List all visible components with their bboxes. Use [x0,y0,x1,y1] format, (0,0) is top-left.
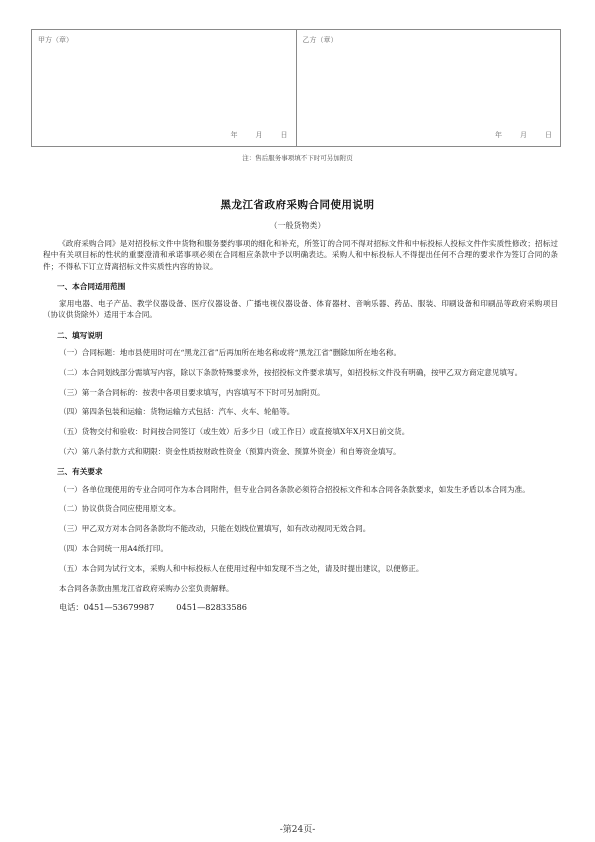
section-item: （二）协议供货合同应使用原文本。 [59,504,181,514]
party-b-date [495,130,552,140]
section-item: （六）第八条付款方式和期限：资金性质按财政性资金（预算内资金、预算外资金）和自筹资金填写。 [59,447,401,457]
document-title: 黑龙江省政府采购合同使用说明 [220,199,375,211]
section-item: 家用电器、电子产品、教学仪器设备、医疗仪器设备、广播电视仪器设备、体育器材、音响乐器、药品、服装、印刷设备和印刷品等政府采购项目（协议供货除外）适用于本合同。 [43,299,558,320]
section-heading: 二、填写说明 [57,330,103,340]
after-sales-note: 注：售后服务事项填不下时可另加附页 [242,154,353,162]
party-a-date [231,130,288,140]
party-b-cell [296,30,561,146]
section-item: （一）合同标题：地市县使用时可在“黑龙江省”后再加所在地名称或将“黑龙江省”删除加所在地名称。 [59,348,402,358]
section-heading: 一、本合同适用范围 [57,281,126,291]
document-body [43,238,558,614]
section-item: （一）各单位现使用的专业合同可作为本合同附件，但专业合同各条款必须符合招投标文件和本合同各条款要求，如发生矛盾以本合同为准。 [59,484,530,494]
signature-table [31,29,561,147]
phone-number-2: 0451—82833586 [176,602,247,613]
phone-label: 电话： [59,602,84,613]
day-label: 日 [545,131,552,139]
month-label: 月 [520,131,527,139]
year-label: 年 [495,131,502,139]
section-item: （四）第四条包装和运输：货物运输方式包括：汽车、火车、轮船等。 [59,407,295,417]
section-item: （三）第一条合同标的：按表中各项目要求填写，内容填写不下时可另加附页。 [59,387,325,397]
year-label: 年 [230,131,238,139]
document-subtitle: （一般货物类） [269,221,326,230]
section-heading: 三、有关要求 [57,467,103,477]
party-a-cell [32,30,296,146]
month-label: 月 [255,131,263,139]
contact-phone [43,602,558,613]
intro-paragraph: 《政府采购合同》是对招投标文件中货物和服务要约事项的细化和补充，所签订的合同不得对招标文件和中标投标人投标文件作实质性修改；招标过程中有关项目标的性状的重要澄清和承诺事项必须在合同相应条款中予以明确表达。采购人和中标投标人不得提出任何不合理的要求作为签订合同的条件；不得私下订立背离招标文件实质性内容的协议。 [43,239,558,271]
day-label: 日 [280,131,288,139]
section-item: （三）甲乙双方对本合同各条款均不能改动，只能在划线位置填写，如有改动视同无效合同。 [59,524,371,534]
phone-number-1: 0451—53679987 [83,602,155,613]
party-b-label: 乙方（章） [302,36,338,44]
section-item: （四）本合同统一用A4纸打印。 [59,544,169,554]
party-a-label: 甲方（章） [38,36,73,44]
page-number: -第24页- [279,825,316,835]
section-item: 本合同各条款由黑龙江省政府采购办公室负责解释。 [59,583,234,593]
section-item: （二）本合同划线部分需填写内容，除以下条款特殊要求外，按招投标文件要求填写，如招投标文件没有明确，按甲乙双方商定意见填写。 [59,367,523,377]
section-item: （五）本合同为试行文本，采购人和中标投标人在使用过程中如发现不当之处，请及时提出建议，以便修正。 [59,563,424,573]
section-item: （五）货物交付和验收：时间按合同签订（或生效）后多少日（或工作日）或直接填X年X月X日前交货。 [59,427,410,437]
